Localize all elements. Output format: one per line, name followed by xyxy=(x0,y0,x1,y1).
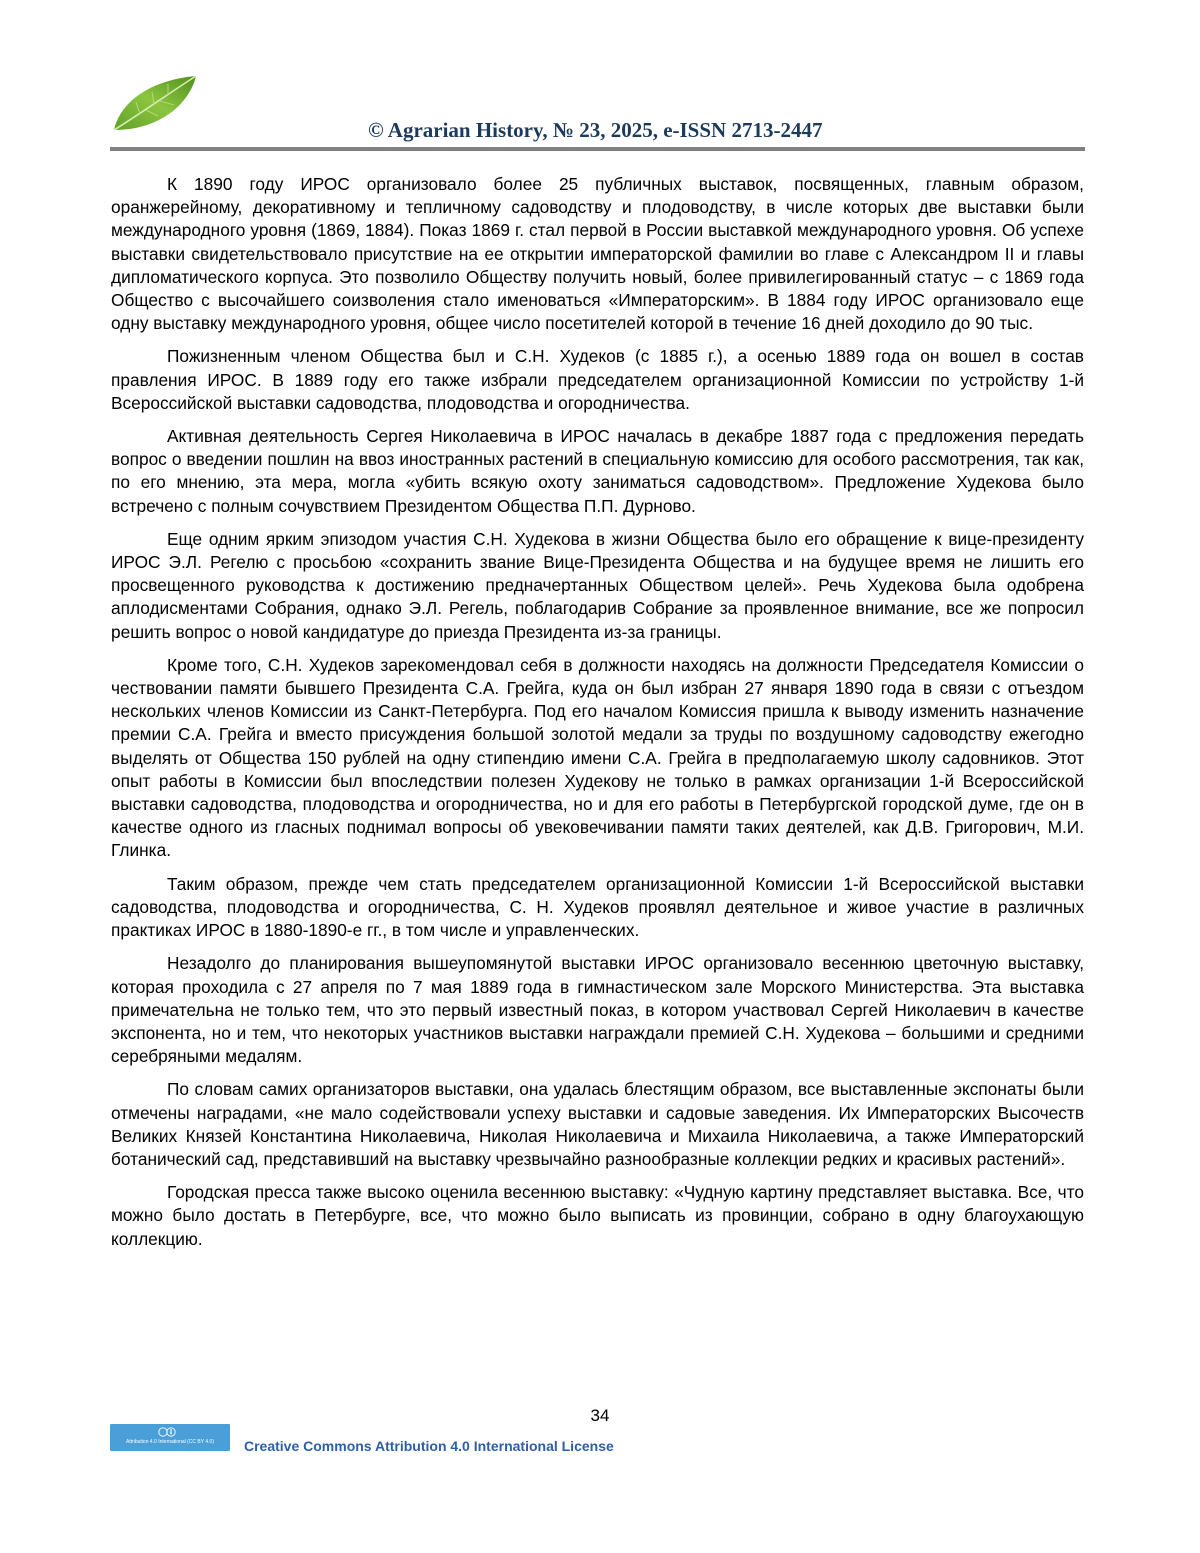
paragraph-9: Городская пресса также высоко оценила весеннюю выставку: «Чудную картину представляет выставка. Все, что можно было достать в Петербурге, все, что можно было выписать из провинции, собрано в одну благоухающую коллекцию. xyxy=(111,1182,1084,1249)
paragraph-6: Таким образом, прежде чем стать председателем организационной Комиссии 1-й Всероссийской выставки садоводства, плодоводства и огородничества, С. Н. Худеков проявлял деятельное и живое участие в различных практиках ИРОС в 1880-1890-е гг., в том числе и управленческих. xyxy=(111,873,1084,941)
paragraph-2: Пожизненным членом Общества был и С.Н. Худеков (с 1885 г.), а осенью 1889 года он вошел в состав правления ИРОС. В 1889 году его также избрали председателем организационной Комиссии по устройству 1-й Всероссийской выставки садоводства, плодоводства и огородничества. xyxy=(111,346,1084,413)
article-body xyxy=(111,173,1084,1261)
paragraph-8: По словам самих организаторов выставки, она удалась блестящим образом, все выставленные экспонаты были отмечены наградами, «не мало содействовали успеху выставки и садовые заведения. Их Императорских Высочеств Великих Князей Константина Николаевича, Николая Николаевича и Михаила Николаевича, а также Императорский ботанический сад, представивший на выставку чрезвычайно разнообразные коллекции редких и красивых растений». xyxy=(111,1079,1084,1169)
paragraph-5: Кроме того, С.Н. Худеков зарекомендовал себя в должности находясь на должности Председателя Комиссии о чествовании памяти бывшего Президента С.А. Грейга, куда он был избран 27 января 1890 года в связи с отъездом нескольких членов Комиссии из Санкт-Петербурга. Под его началом Комиссия пришла к выводу изменить назначение премии С.А. Грейга и вместо присуждения большой золотой медали за труды по воздушному садоводству ежегодно выделять от Общества 150 рублей на одну стипендию имени С.А. Грейга в предполагаемую школу садовников. Этот опыт работы в Комиссии был впоследствии полезен Худекову не только в рамках организации 1-й Всероссийской выставки садоводства, плодоводства и огородничества, но и для его работы в Петербургской городской думе, где он в качестве одного из гласных поднимал вопросы об увековечивании памяти таких деятелей, как Д.В. Григорович, М.И. Глинка. xyxy=(111,654,1084,861)
journal-title: © Agrarian History, № 23, 2025, e-ISSN 2713-2447 xyxy=(368,118,823,142)
header-divider xyxy=(110,147,1085,151)
paragraph-7: Незадолго до планирования вышеупомянутой выставки ИРОС организовало весеннюю цветочную выставку, которая проходила с 27 апреля по 7 мая 1889 года в гимнастическом зале Морского Министерства. Эта выставка примечательна не только тем, что это первый известный показ, в котором участвовал Сергей Николаевич в качестве экспонента, но и тем, что некоторых участников выставки награждали премией С.Н. Худекова – большими и средними серебряными медалям. xyxy=(111,953,1084,1067)
cc-license-badge[interactable] xyxy=(110,1424,230,1451)
leaf-logo-icon xyxy=(110,72,202,134)
license-link[interactable]: Creative Commons Attribution 4.0 International License xyxy=(244,1438,614,1454)
paragraph-1: К 1890 году ИРОС организовало более 25 публичных выставок, посвященных, главным образом, оранжерейному, декоративному и тепличному садоводству и плодоводству, в числе которых две выставки были международного уровня (1869, 1884). Показ 1869 г. стал первой в России выставкой международного уровня. Об успехе выставки свидетельствовало присутствие на ее открытии императорской фамилии во главе с Александром II и главы дипломатического корпуса. Это позволило Обществу получить новый, более привилегированный статус – с 1869 года Общество с высочайшего соизволения стало именоваться «Императорским». В 1884 году ИРОС организовало еще одну выставку международного уровня, общее число посетителей которой в течение 16 дней доходило до 90 тыс. xyxy=(111,174,1084,334)
cc-badge-text: Attribution 4.0 International (CC BY 4.0) xyxy=(125,1439,214,1445)
paragraph-4: Еще одним ярким эпизодом участия С.Н. Худекова в жизни Общества было его обращение к вице-президенту ИРОС Э.Л. Регелю с просьбою «сохранить звание Вице-Президента Общества и на будущее время не лишить его просвещенного руководства к достижению предначертанных Обществом целей». Речь Худекова была одобрена аплодисментами Собрания, однако Э.Л. Регель, поблагодарив Собрание за проявленное внимание, все же попросил решить вопрос о новой кандидатуре до приезда Президента из-за границы. xyxy=(111,528,1084,642)
paragraph-3: Активная деятельность Сергея Николаевича в ИРОС началась в декабре 1887 года с предложения передать вопрос о введении пошлин на ввоз иностранных растений в специальную комиссию для особого рассмотрения, так как, по его мнению, эта мера, могла «убить всякую охоту заниматься садоводством». Предложение Худекова было встречено с полным сочувствием Президентом Общества П.П. Дурново. xyxy=(111,426,1084,516)
page-number: 34 xyxy=(590,1406,610,1425)
cc-by-icon xyxy=(158,1427,182,1437)
